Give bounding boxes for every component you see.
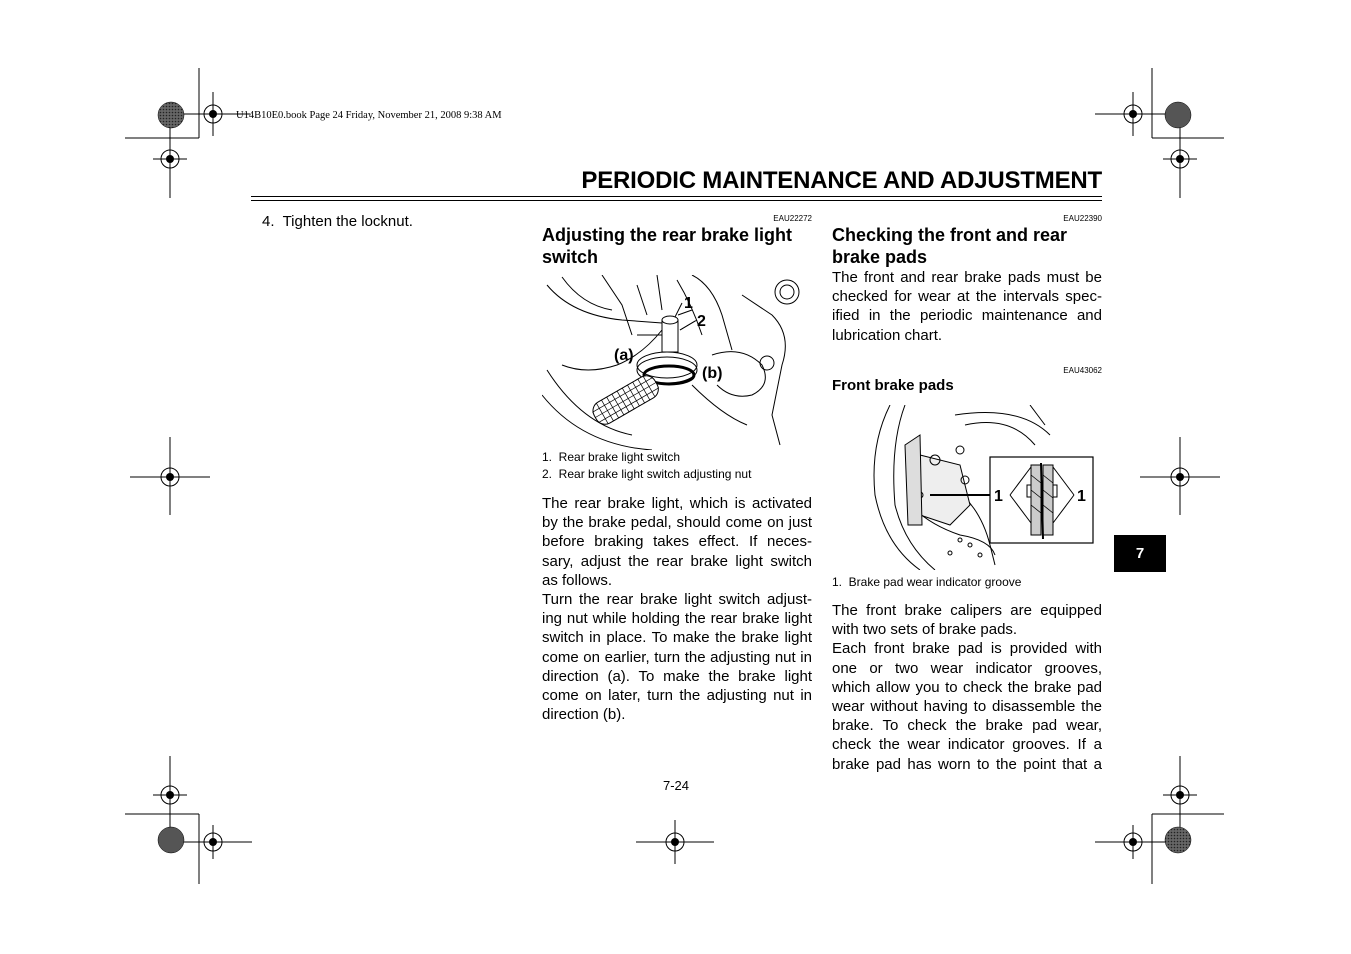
right-caption xyxy=(832,574,1102,591)
section-code: EAU22272 xyxy=(773,214,812,223)
front-pads-header xyxy=(832,366,1102,395)
figure-label-a: (a) xyxy=(614,347,634,364)
front-brake-pads-figure xyxy=(860,405,1100,570)
page-number: 7-24 xyxy=(663,778,690,793)
figure-label-right-1: 1 xyxy=(1077,488,1086,505)
rear-brake-switch-figure xyxy=(542,275,812,450)
section-heading: Checking the front and rear brake pads xyxy=(832,225,1068,267)
middle-captions xyxy=(542,449,812,483)
figure-label-b: (b) xyxy=(702,365,723,382)
chapter-tab: 7 xyxy=(1114,535,1166,572)
caption-1: 1. Brake pad wear indicator groove xyxy=(832,575,1022,589)
caption-2: 2. Rear brake light switch adjusting nut xyxy=(542,467,752,481)
middle-column xyxy=(542,214,812,268)
right-column xyxy=(832,214,1102,345)
page-title: PERIODIC MAINTENANCE AND ADJUSTMENT xyxy=(581,167,1102,194)
step-4: 4. Tighten the locknut. xyxy=(262,213,413,230)
section-code: EAU22390 xyxy=(1063,214,1102,223)
title-rule-top xyxy=(251,196,1102,197)
figure-label-1: 1 xyxy=(684,295,693,312)
paragraph-2: Each front brake pad is provided with one or two wear indicator grooves, which allow you to check the brake pad wear without having to disassemble the brake. To check the brake pad wear, check the wear indicator grooves. If a brake pad has worn to the point that a xyxy=(832,640,1102,773)
caption-1: 1. Rear brake light switch xyxy=(542,450,681,464)
title-rule-bottom xyxy=(251,200,1102,201)
left-column xyxy=(262,212,512,231)
paragraph-1: The front brake calipers are equipped with two sets of brake pads. xyxy=(832,602,1102,639)
right-body xyxy=(832,601,1102,774)
figure-label-2: 2 xyxy=(697,313,706,330)
subsection-heading: Front brake pads xyxy=(832,377,954,394)
paragraph-1: The rear brake light, which is activated by the brake pedal, should come on just before braking takes effect. If neces-sary, adjust the rear brake light switch as follows. xyxy=(542,495,812,589)
section-heading: Adjusting the rear brake light switch xyxy=(542,225,793,267)
middle-body xyxy=(542,494,812,724)
subsection-code: EAU43062 xyxy=(1063,366,1102,375)
figure-label-left-1: 1 xyxy=(994,488,1003,505)
intro-paragraph: The front and rear brake pads must be checked for wear at the intervals spec-ified in the periodic maintenance and lubrication chart. xyxy=(832,269,1102,344)
book-info-line: U14B10E0.book Page 24 Friday, November 21, 2008 9:38 AM xyxy=(236,110,502,121)
paragraph-2: Turn the rear brake light switch adjust-ing nut while holding the rear brake light switch in place. To make the brake light come on earlier, turn the adjusting nut in direction (a). To make the brake light come on later, turn the adjusting nut in direction (b). xyxy=(542,591,812,724)
